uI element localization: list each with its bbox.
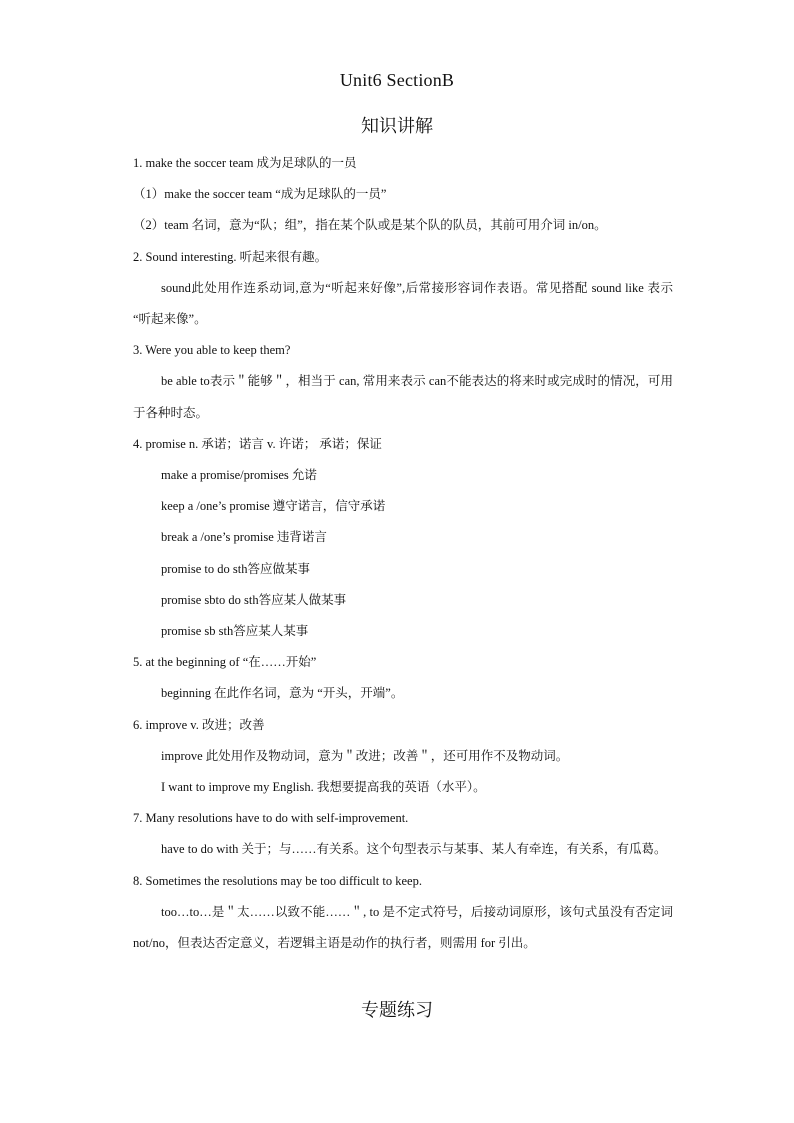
item-1-point-1: （1）make the soccer team “成为足球队的一员” (133, 187, 387, 202)
item-6-example: I want to improve my English. 我想要提高我的英语（水平）。 (161, 780, 486, 795)
item-2-heading: 2. Sound interesting. 听起来很有趣。 (133, 249, 328, 264)
item-4-phrase-3: break a /one’s promise 违背诺言 (161, 530, 327, 545)
item-2-explanation: sound此处用作连系动词,意为“听起来好像”,后常接形容词作表语。常见搭配 sound like 表示 “听起来像”。 (133, 280, 673, 327)
item-4-phrase-2: keep a /one’s promise 遵守诺言，信守承诺 (161, 499, 386, 514)
item-6-explanation: improve 此处用作及物动词，意为＂改进；改善＂，还可用作不及物动词。 (161, 748, 569, 763)
item-1-point-2: （2）team 名词，意为“队；组”，指在某个队或是某个队的队员，其前可用介词 in/on。 (133, 218, 607, 233)
item-5-explanation: beginning 在此作名词，意为 “开头，开端”。 (161, 686, 404, 701)
item-7-heading: 7. Many resolutions have to do with self-improvement. (133, 811, 409, 826)
item-1-heading: 1. make the soccer team 成为足球队的一员 (133, 156, 357, 170)
item-7-explanation: have to do with 关于；与……有关系。这个句型表示与某事、某人有牵连，有关系，有瓜葛。 (161, 842, 667, 857)
item-4-phrase-4: promise to do sth答应做某事 (161, 561, 310, 576)
item-3-heading: 3. Were you able to keep them? (133, 343, 291, 358)
item-4-phrase-6: promise sb sth答应某人某事 (161, 624, 309, 639)
item-8-heading: 8. Sometimes the resolutions may be too difficult to keep. (133, 873, 422, 888)
document-title: Unit6 SectionB (339, 70, 455, 90)
item-4-phrase-5: promise sbto do sth答应某人做某事 (161, 592, 347, 607)
item-4-heading: 4. promise n. 承诺；诺言 v. 许诺； 承诺；保证 (133, 436, 382, 451)
item-5-heading: 5. at the beginning of “在……开始” (133, 655, 317, 670)
knowledge-content (133, 148, 673, 959)
section-heading-practice: 专题练习 (361, 1000, 433, 1021)
item-4-phrase-1: make a promise/promises 允诺 (161, 468, 317, 483)
item-3-explanation: be able to表示＂能够＂，相当于 can, 常用来表示 can不能表达的将来时或完成时的情况，可用于各种时态。 (133, 374, 673, 420)
item-8-explanation: too…to…是＂太……以致不能……＂, to 是不定式符号，后接动词原形，该句式虽没有否定词 not/no，但表达否定意义，若逻辑主语是动作的执行者，则需用 for 引出。 (133, 904, 673, 951)
section-heading-knowledge: 知识讲解 (361, 116, 433, 137)
item-6-heading: 6. improve v. 改进；改善 (133, 717, 265, 732)
